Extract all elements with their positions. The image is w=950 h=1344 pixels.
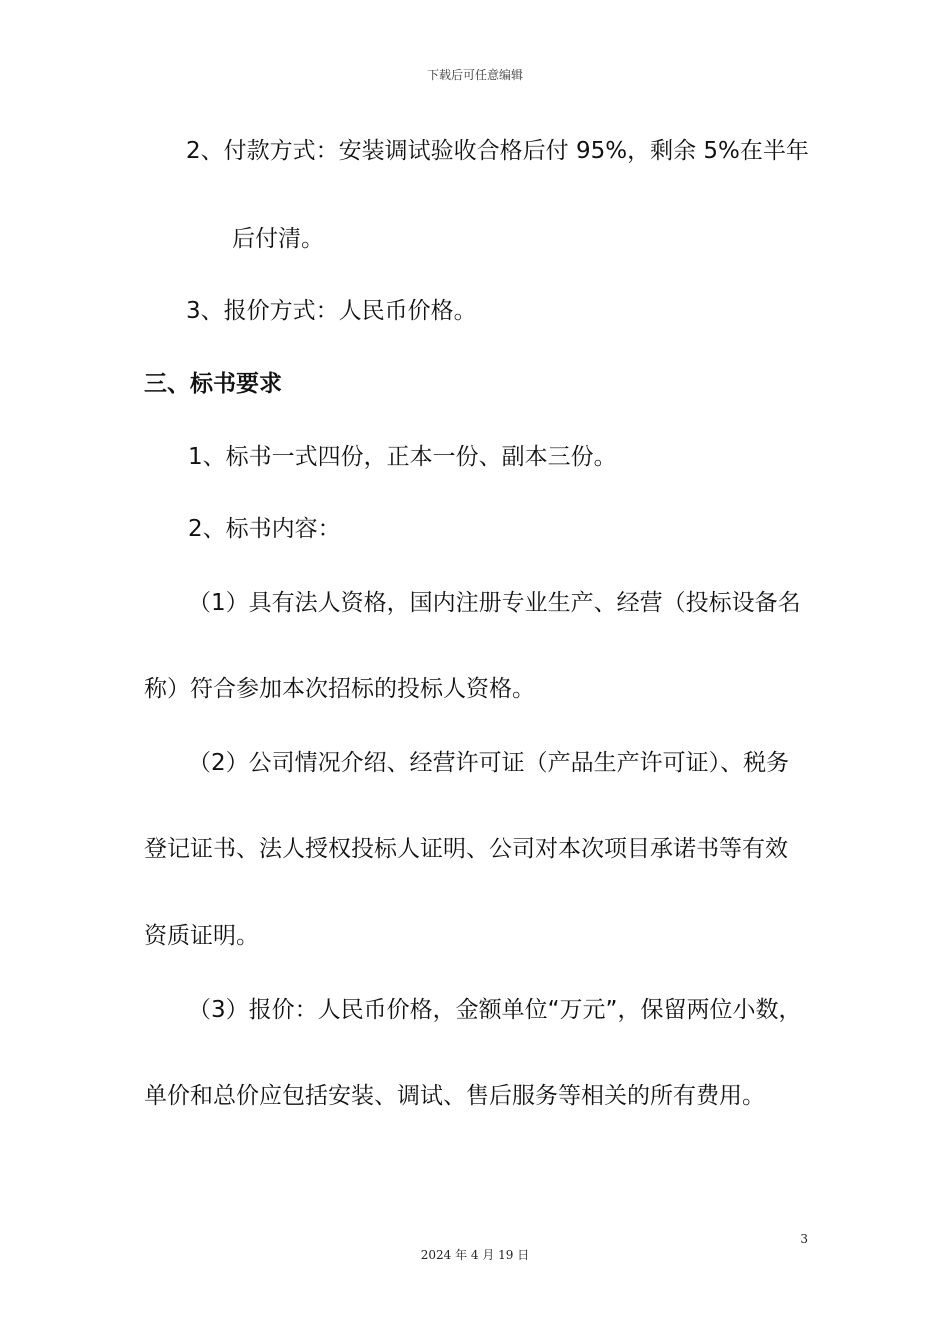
quote-method: 3、报价方式：人民币价格。 (186, 298, 477, 324)
sub-item-3-line1: （3）报价：人民币价格，金额单位“万元”，保留两位小数， (188, 997, 802, 1023)
page-footer-date: 2024 年 4 月 19 日 (420, 1248, 530, 1262)
sub-item-1-line1: （1）具有法人资格，国内注册专业生产、经营（投标设备名 (188, 590, 801, 616)
sub-item-1-line2: 称）符合参加本次招标的投标人资格。 (144, 676, 535, 702)
payment-method-line2: 后付清。 (232, 226, 324, 252)
tender-item-1: 1、标书一式四份，正本一份、副本三份。 (188, 444, 617, 470)
tender-item-2: 2、标书内容： (188, 516, 341, 542)
sub-item-2-line3: 资质证明。 (144, 923, 259, 949)
sub-item-2-line1: （2）公司情况介绍、经营许可证（产品生产许可证）、税务 (188, 750, 790, 776)
payment-method-line1: 2、付款方式：安装调试验收合格后付 95%，剩余 5%在半年 (186, 138, 809, 164)
sub-item-2-line2: 登记证书、法人授权投标人证明、公司对本次项目承诺书等有效 (144, 836, 788, 862)
page-header: 下载后可任意编辑 (426, 68, 523, 82)
page-number: 3 (800, 1232, 808, 1246)
sub-item-3-line2: 单价和总价应包括安装、调试、售后服务等相关的所有费用。 (144, 1083, 765, 1109)
section-title: 三、标书要求 (144, 371, 282, 397)
